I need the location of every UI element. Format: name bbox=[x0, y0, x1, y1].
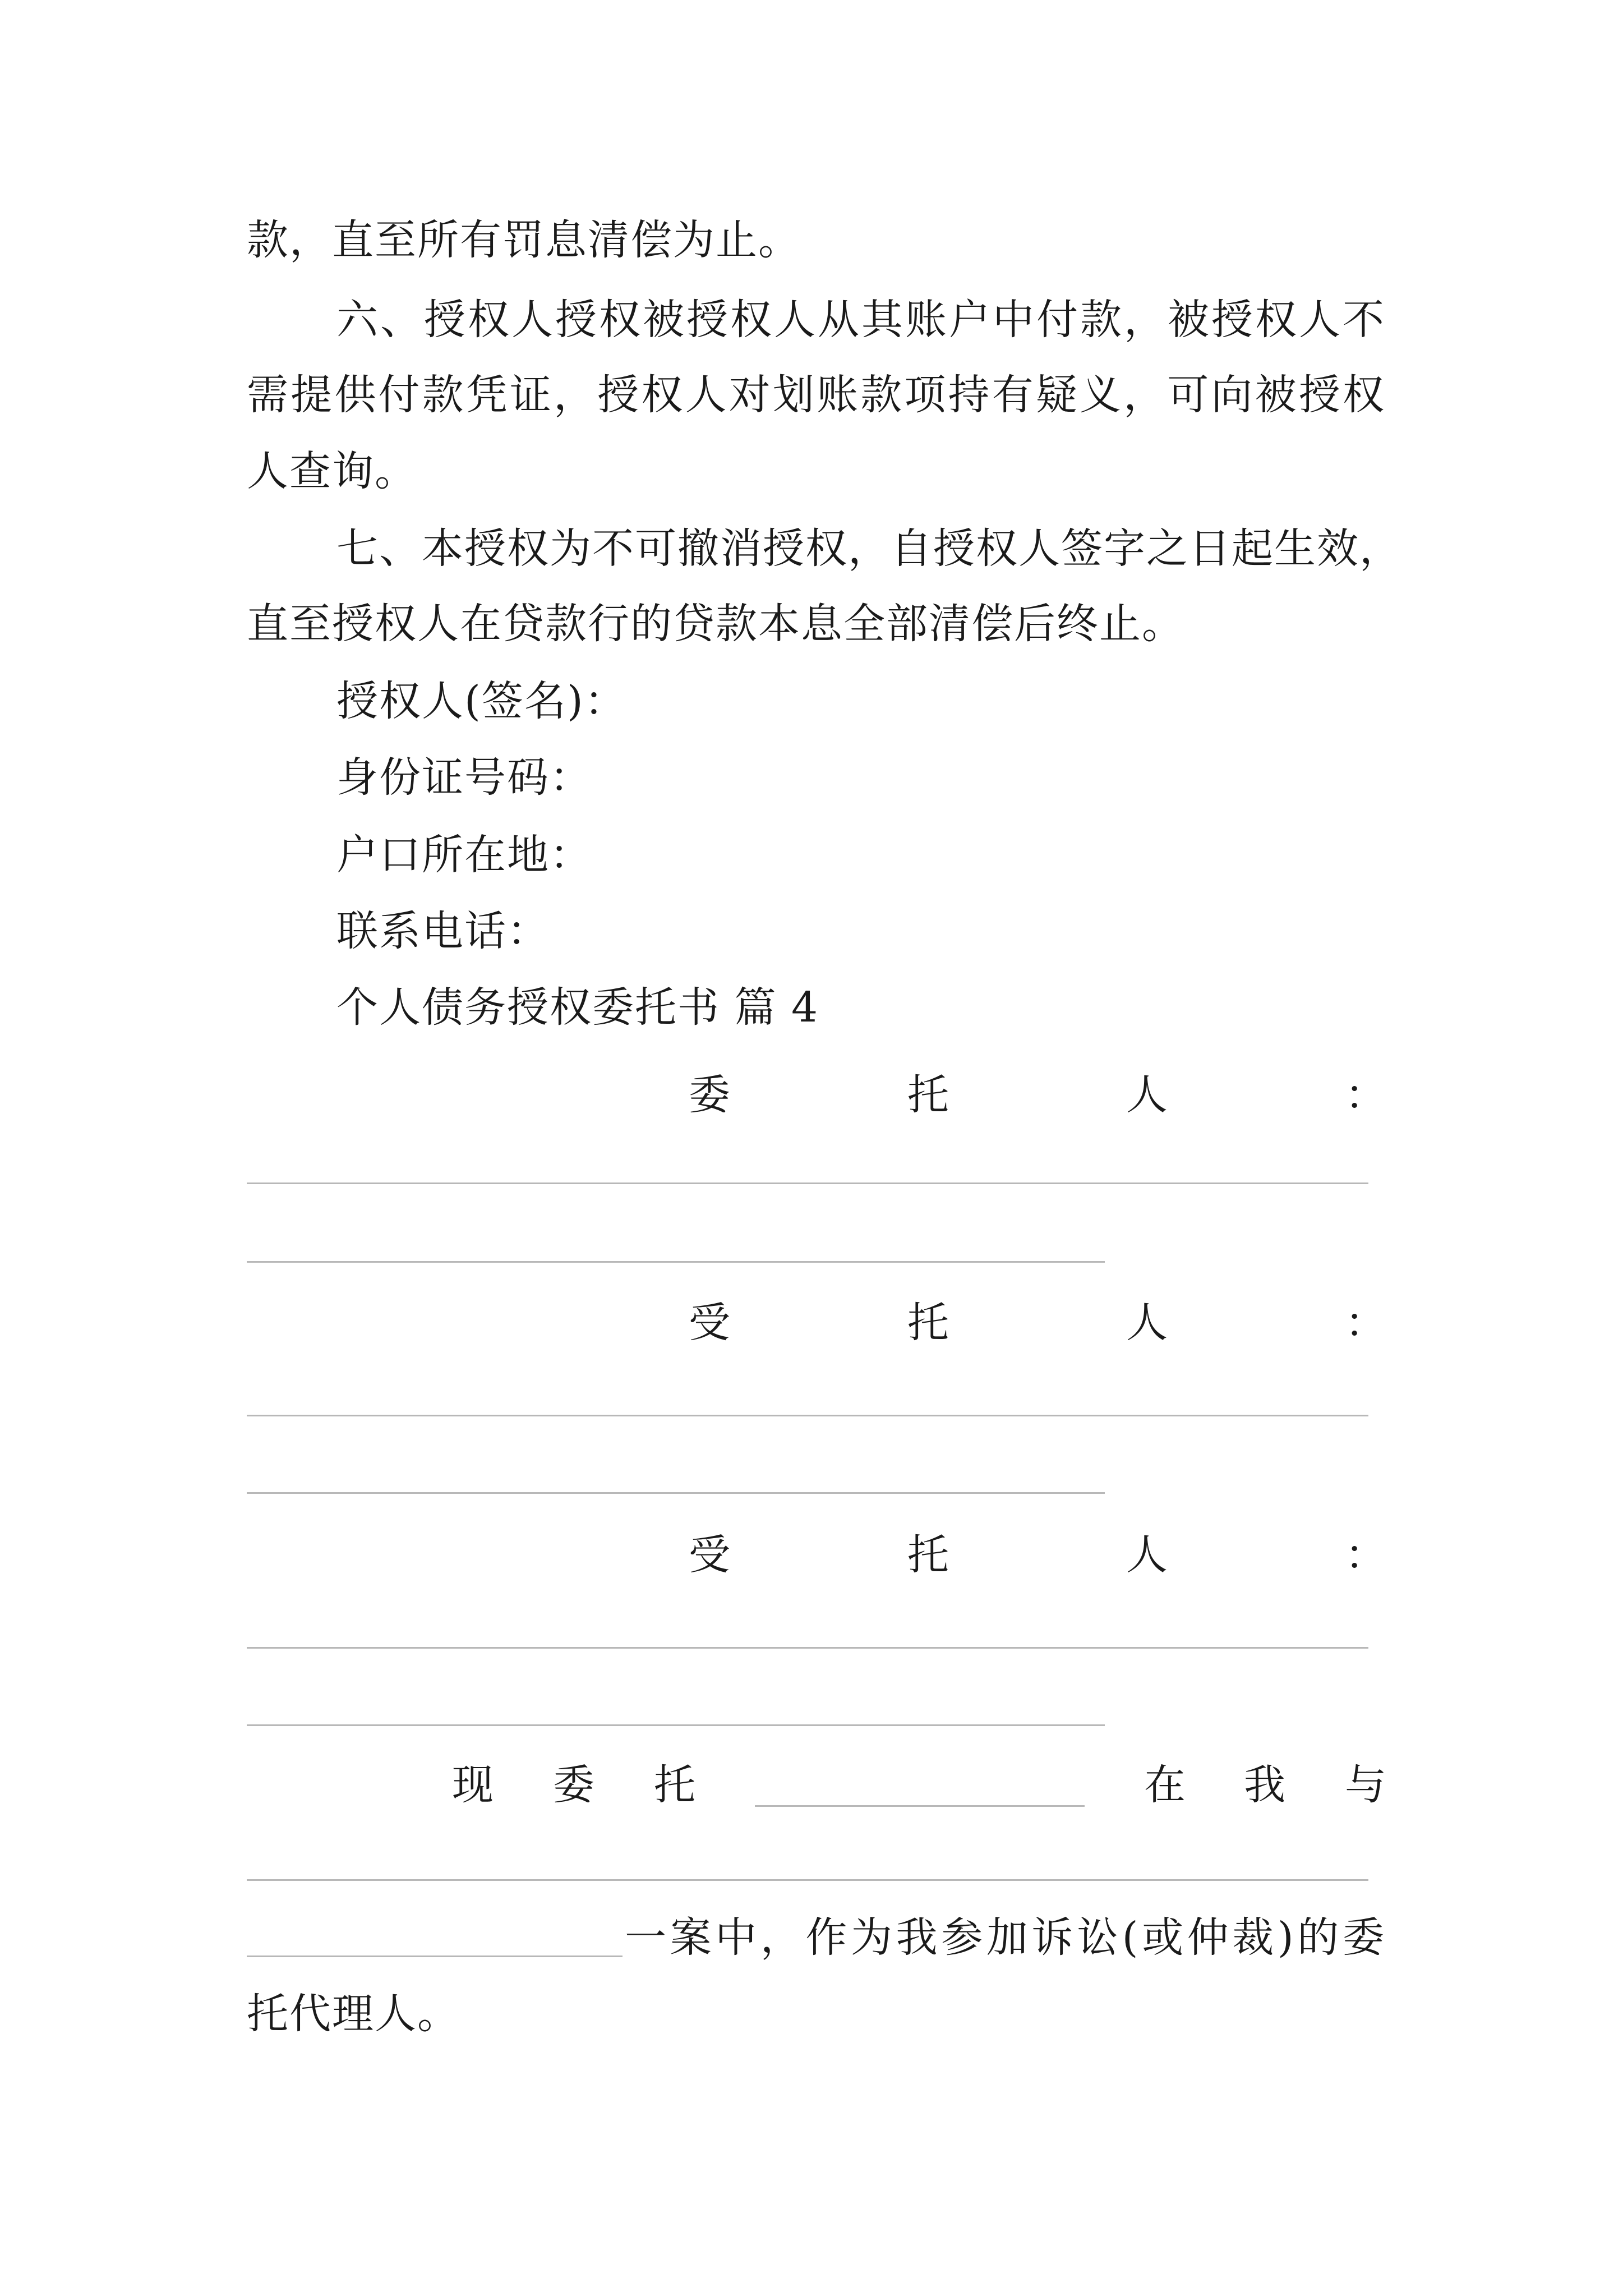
agent-blank-line-2 bbox=[247, 1492, 1105, 1494]
phone-label: 联系电话： bbox=[336, 907, 550, 955]
label-char: 托 bbox=[907, 1299, 949, 1347]
entrust-char: 现 bbox=[452, 1761, 494, 1809]
label-char: 人 bbox=[1126, 1071, 1168, 1119]
entrust-char: 与 bbox=[1345, 1761, 1386, 1809]
opponent-blank-line bbox=[247, 1879, 1368, 1881]
hukou-location-label: 户口所在地： bbox=[336, 831, 592, 879]
case-text-line: 一案中，作为我参加诉讼(或仲裁)的委 bbox=[625, 1913, 1385, 1962]
label-char: ： bbox=[1345, 1531, 1386, 1579]
case-blank-line bbox=[247, 1955, 623, 1957]
principal-blank-line-1 bbox=[247, 1182, 1368, 1184]
label-char: 人 bbox=[1126, 1531, 1168, 1579]
label-char: 受 bbox=[689, 1299, 730, 1347]
entrust-char: 托 bbox=[654, 1761, 695, 1809]
label-char: ： bbox=[1345, 1299, 1386, 1347]
agent-2-blank-line-1 bbox=[247, 1647, 1368, 1649]
principal-label bbox=[0, 1067, 1623, 1123]
final-line: 托代理人。 bbox=[247, 1990, 460, 2038]
label-char: 托 bbox=[907, 1531, 949, 1579]
agent-label-2 bbox=[0, 1527, 1623, 1583]
section-title: 个人债务授权委托书 篇 4 bbox=[336, 983, 819, 1032]
entrust-char: 委 bbox=[553, 1761, 594, 1809]
agent-label bbox=[0, 1295, 1623, 1351]
signature-name-label: 授权人(签名)： bbox=[336, 677, 627, 725]
agent-blank-line-1 bbox=[247, 1415, 1368, 1416]
entrust-line bbox=[0, 1757, 1623, 1813]
paragraph-7-line-1: 七、本授权为不可撤消授权，自授权人签字之日起生效， bbox=[336, 524, 1402, 573]
paragraph-5-end: 款，直至所有罚息清偿为止。 bbox=[247, 216, 801, 264]
paragraph-6-line-2: 需提供付款凭证，授权人对划账款项持有疑义，可向被授权 bbox=[247, 371, 1385, 419]
label-char: 受 bbox=[689, 1531, 730, 1579]
principal-blank-line-2 bbox=[247, 1261, 1105, 1263]
label-char: 人 bbox=[1126, 1299, 1168, 1347]
label-char: 委 bbox=[689, 1071, 730, 1119]
entrust-char: 我 bbox=[1244, 1761, 1285, 1809]
label-char: ： bbox=[1345, 1071, 1386, 1119]
agent-2-blank-line-2 bbox=[247, 1724, 1105, 1726]
paragraph-6-line-3: 人查询。 bbox=[247, 447, 417, 495]
paragraph-6-line-1: 六、授权人授权被授权人从其账户中付款，被授权人不 bbox=[336, 296, 1385, 344]
entrust-char: 在 bbox=[1144, 1761, 1186, 1809]
paragraph-7-line-2: 直至授权人在贷款行的贷款本息全部清偿后终止。 bbox=[247, 600, 1184, 648]
agent-name-blank bbox=[755, 1805, 1085, 1807]
label-char: 托 bbox=[907, 1071, 949, 1119]
id-number-label: 身份证号码： bbox=[336, 753, 592, 802]
